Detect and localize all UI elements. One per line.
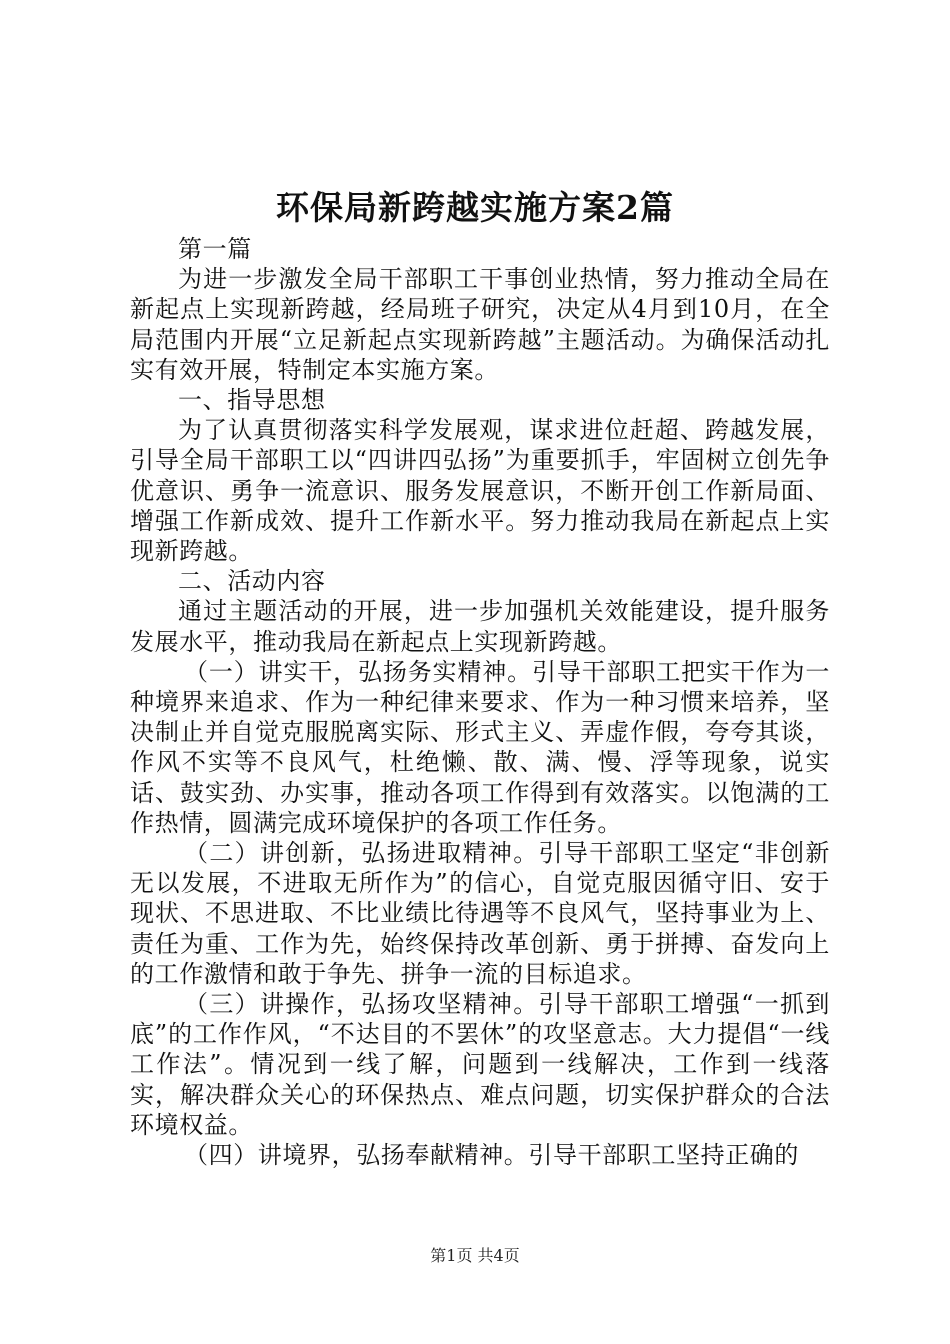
document-body — [130, 234, 830, 1170]
paragraph: （三）讲操作，弘扬攻坚精神。引导干部职工增强“一抓到底”的工作作风，“不达目的不罢休”的攻坚意志。大力提倡“一线工作法”。情况到一线了解，问题到一线解决，工作到一线落实，解决群众关心的环保热点、难点问题，切实保护群众的合法环境权益。 — [130, 990, 830, 1139]
paragraph: 第一篇 — [178, 235, 252, 263]
page-footer: 第1页 共4页 — [430, 1246, 520, 1265]
paragraph: （二）讲创新，弘扬进取精神。引导干部职工坚定“非创新无以发展，不进取无所作为”的信心，自觉克服因循守旧、安于现状、不思进取、不比业绩比待遇等不良风气，坚持事业为上、责任为重、工作为先，始终保持改革创新、勇于拼搏、奋发向上的工作激情和敢于争先、拼争一流的目标追求。 — [130, 839, 830, 988]
paragraph: 为了认真贯彻落实科学发展观，谋求进位赶超、跨越发展，引导全局干部职工以“四讲四弘扬”为重要抓手，牢固树立创先争优意识、勇争一流意识、服务发展意识，不断开创工作新局面、增强工作新成效、提升工作新水平。努力推动我局在新起点上实现新跨越。 — [130, 416, 830, 566]
paragraph: （一）讲实干，弘扬务实精神。引导干部职工把实干作为一种境界来追求、作为一种纪律来要求、作为一种习惯来培养，坚决制止并自觉克服脱离实际、形式主义、弄虚作假，夸夸其谈，作风不实等不良风气，杜绝懒、散、满、慢、浮等现象，说实话、鼓实劲、办实事，推动各项工作得到有效落实。以饱满的工作热情，圆满完成环境保护的各项工作任务。 — [130, 657, 830, 837]
paragraph: （四）讲境界，弘扬奉献精神。引导干部职工坚持正确的 — [184, 1141, 799, 1170]
section-heading: 一、指导思想 — [178, 386, 326, 415]
paragraph: 通过主题活动的开展，进一步加强机关效能建设，提升服务发展水平，推动我局在新起点上实现新跨越。 — [130, 597, 830, 656]
paragraph: 为进一步激发全局干部职工干事创业热情，努力推动全局在新起点上实现新跨越，经局班子研究，决定从4月到10月，在全局范围内开展“立足新起点实现新跨越”主题活动。为确保活动扎实有效开展，特制定本实施方案。 — [130, 265, 830, 384]
document-title: 环保局新跨越实施方案2篇 — [276, 188, 674, 227]
section-heading: 二、活动内容 — [178, 567, 326, 596]
